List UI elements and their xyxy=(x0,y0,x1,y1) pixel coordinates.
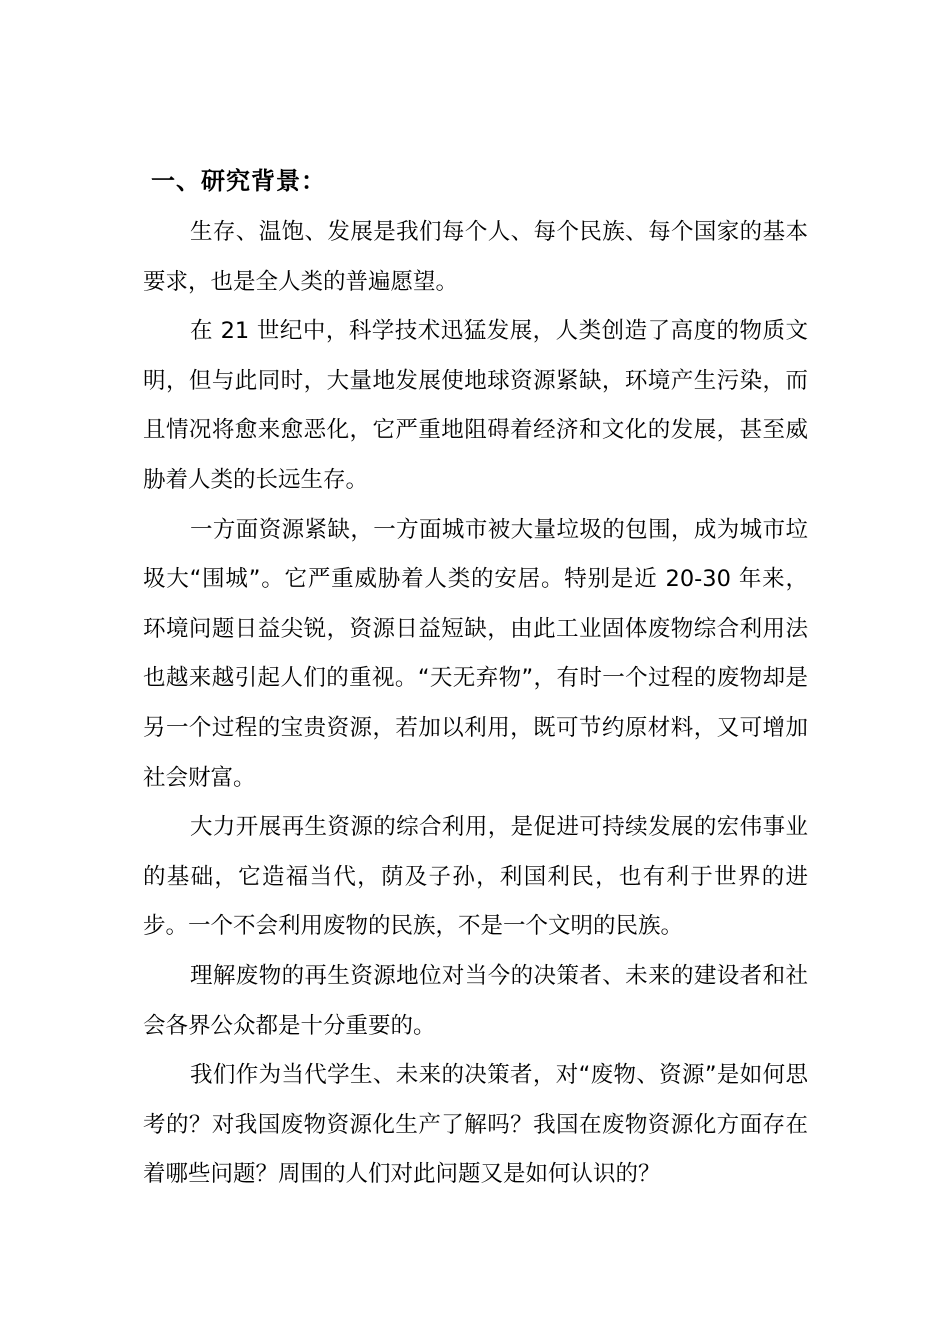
document-body xyxy=(143,158,808,1200)
paragraph-5: 理解废物的再生资源地位对当今的决策者、未来的建设者和社会各界公众都是十分重要的。 xyxy=(143,962,808,1039)
paragraph-3: 一方面资源紧缺，一方面城市被大量垃圾的包围，成为城市垃圾大“围城”。它严重威胁着人类的安居。特别是近 20-30 年来，环境问题日益尖锐，资源日益短缺，由此工业固体废物综合利用法也越来越引起人们的重视。“天无弃物”，有时一个过程的废物却是另一个过程的宝贵资源，若加以利用，既可节约原材料，又可增加社会财富。 xyxy=(143,516,808,791)
paragraph-4: 大力开展再生资源的综合利用，是促进可持续发展的宏伟事业的基础，它造福当代，荫及子孙，利国利民，也有利于世界的进步。一个不会利用废物的民族，不是一个文明的民族。 xyxy=(143,814,808,940)
paragraph-6: 我们作为当代学生、未来的决策者，对“废物、资源”是如何思考的？对我国废物资源化生产了解吗？我国在废物资源化方面存在着哪些问题？周围的人们对此问题又是如何认识的？ xyxy=(143,1062,808,1188)
paragraph-1: 生存、温饱、发展是我们每个人、每个民族、每个国家的基本要求，也是全人类的普遍愿望。 xyxy=(143,219,808,295)
section-heading: 一、研究背景： xyxy=(151,167,326,195)
paragraph-2: 在 21 世纪中，科学技术迅猛发展，人类创造了高度的物质文明，但与此同时，大量地发展使地球资源紧缺，环境产生污染，而且情况将愈来愈恶化，它严重地阻碍着经济和文化的发展，甚至威胁着人类的长远生存。 xyxy=(143,318,808,493)
